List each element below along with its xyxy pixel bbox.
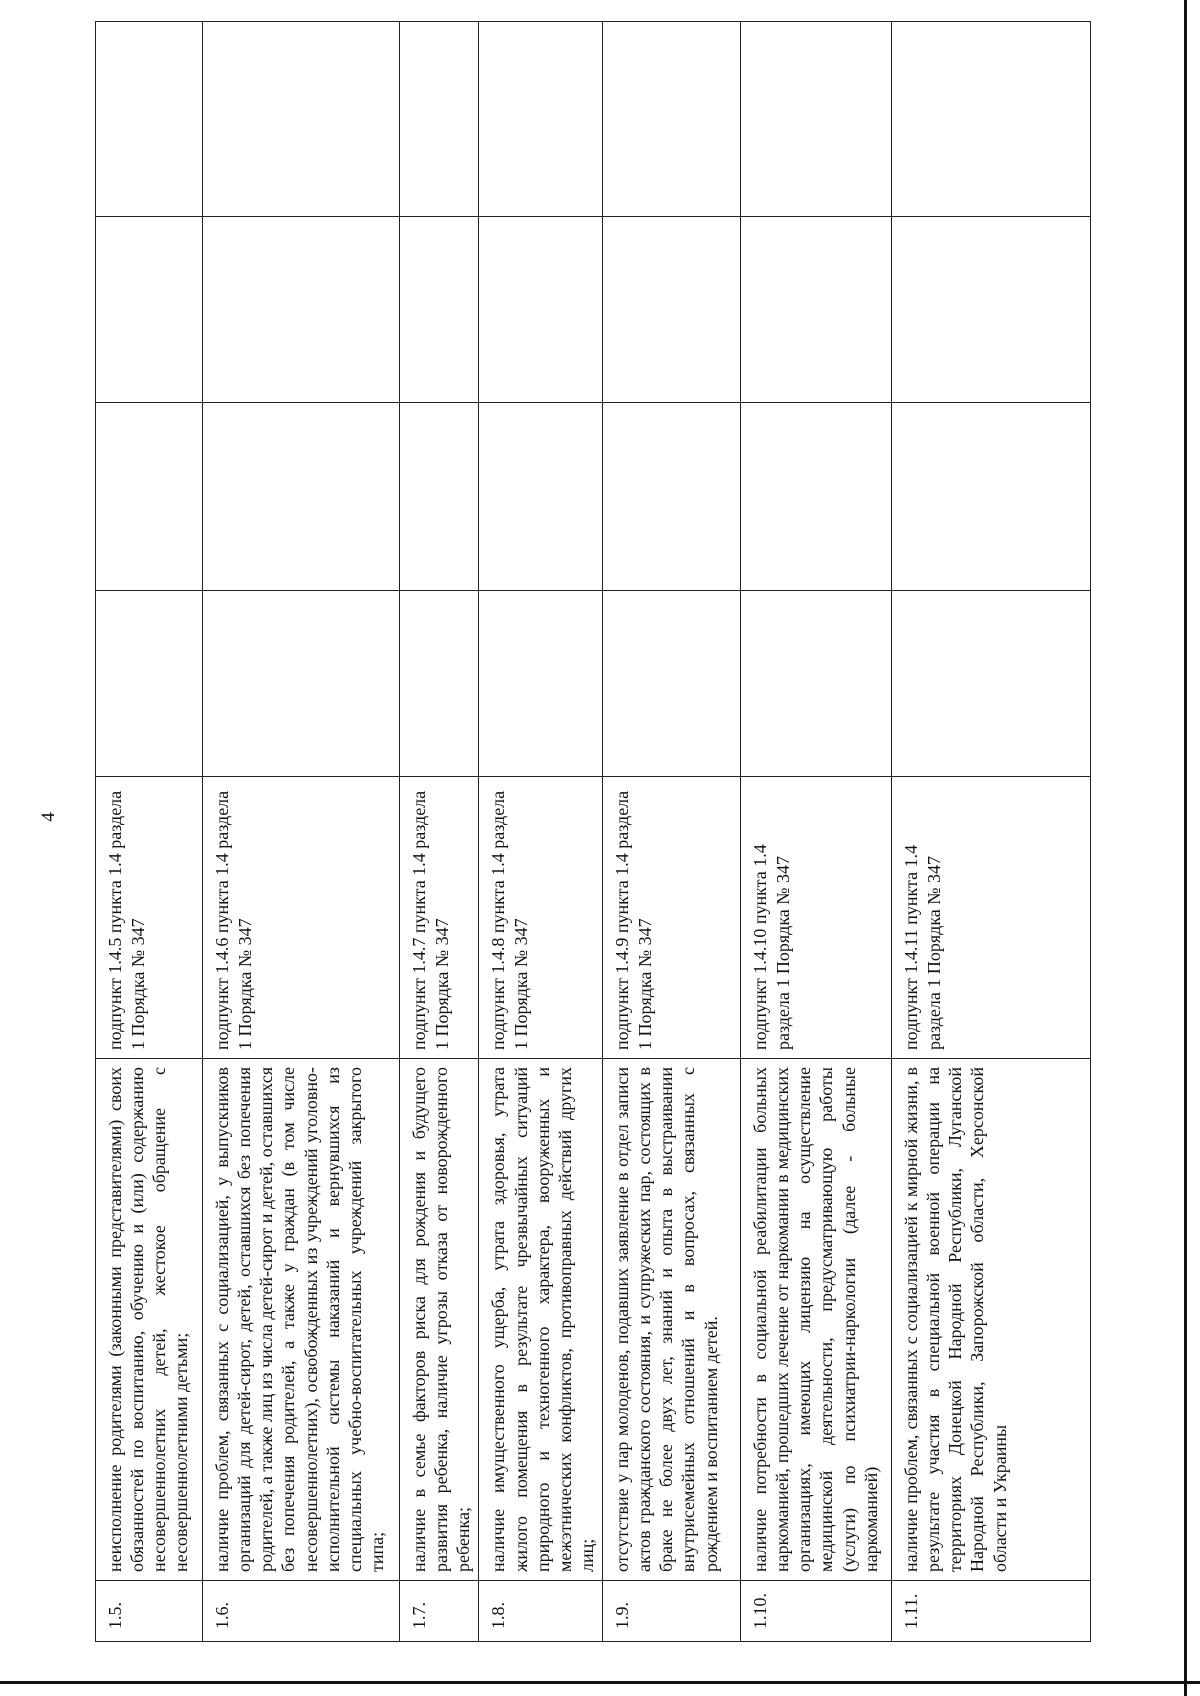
- services-table: [95, 21, 1091, 1642]
- table-row: [400, 22, 479, 1642]
- empty-cell: [603, 22, 741, 217]
- table-row: [203, 22, 400, 1642]
- empty-cell: [603, 591, 741, 777]
- row-number: 1.11.: [892, 1581, 1091, 1642]
- scan-edge-right: [1184, 0, 1187, 1696]
- empty-cell: [203, 217, 400, 403]
- table-row: [96, 22, 203, 1642]
- empty-cell: [892, 22, 1091, 217]
- page-number: 4: [38, 812, 59, 822]
- row-number: 1.8.: [479, 1581, 603, 1642]
- row-reference: подпункт 1.4.10 пункта 1.4 раздела 1 Порядка № 347: [741, 777, 892, 1059]
- empty-cell: [479, 22, 603, 217]
- row-number: 1.6.: [203, 1581, 400, 1642]
- row-description: неисполнение родителями (законными представителями) своих обязанностей по воспитанию, обучению и (или) содержанию несовершеннолетних детей, жестокое обращение с несовершеннолетними детьми;: [96, 1059, 203, 1581]
- row-number: 1.5.: [96, 1581, 203, 1642]
- row-description: наличие в семье факторов риска для рождения и будущего развития ребенка, наличие угрозы отказа от новорожденного ребенка;: [400, 1059, 479, 1581]
- row-reference: подпункт 1.4.9 пункта 1.4 раздела 1 Порядка № 347: [603, 777, 741, 1059]
- empty-cell: [203, 22, 400, 217]
- table-row: [603, 22, 741, 1642]
- empty-cell: [741, 403, 892, 591]
- empty-cell: [479, 217, 603, 403]
- row-description: наличие проблем, связанных с социализацией, у выпускников организаций для детей-сирот, детей, оставшихся без попечения родителей, а также лиц из числа детей-сирот и детей, оставшихся без попечения родителей, а также у граждан (в том числе несовершеннолетних), освобожденных из учреждений уголовно-исполнительной системы наказаний и вернувшихся из специальных учебно-воспитательных учреждений закрытого типа;: [203, 1059, 400, 1581]
- empty-cell: [400, 217, 479, 403]
- empty-cell: [96, 217, 203, 403]
- table-row: [892, 22, 1091, 1642]
- empty-cell: [96, 591, 203, 777]
- empty-cell: [479, 403, 603, 591]
- row-description: наличие имущественного ущерба, утрата здоровья, утрата жилого помещения в результате чрезвычайных ситуаций природного и техногенного характера, вооруженных и межэтнических конфликтов, противоправных действий других лиц;: [479, 1059, 603, 1581]
- empty-cell: [741, 22, 892, 217]
- table-row: [741, 22, 892, 1642]
- row-number: 1.7.: [400, 1581, 479, 1642]
- row-number: 1.9.: [603, 1581, 741, 1642]
- empty-cell: [400, 591, 479, 777]
- empty-cell: [203, 403, 400, 591]
- empty-cell: [603, 403, 741, 591]
- empty-cell: [203, 591, 400, 777]
- table-row: [479, 22, 603, 1642]
- empty-cell: [892, 403, 1091, 591]
- row-description: наличие потребности в социальной реабилитации больных наркоманией, прошедших лечение от наркомании в медицинских организациях, имеющих лицензию на осуществление медицинской деятельности, предусматривающую работы (услуги) по психиатрии-наркологии (далее - больные наркоманией): [741, 1059, 892, 1581]
- row-description: отсутствие у пар молоденов, подавших заявление в отдел записи актов гражданского состояния, и супружеских пар, состоящих в браке не более двух лет, знаний и опыта в выстраивании внутрисемейных отношений и в вопросах, связанных с рождением и воспитанием детей.: [603, 1059, 741, 1581]
- empty-cell: [741, 591, 892, 777]
- empty-cell: [96, 22, 203, 217]
- row-reference: подпункт 1.4.11 пункта 1.4 раздела 1 Порядка № 347: [892, 777, 1091, 1059]
- empty-cell: [892, 217, 1091, 403]
- empty-cell: [741, 217, 892, 403]
- row-description: наличие проблем, связанных с социализацией к мирной жизни, в результате участия в специальной военной операции на территориях Донецкой Народной Республики, Луганской Народной Республики, Запорожской области, Херсонской области и Украины: [892, 1059, 1091, 1581]
- empty-cell: [479, 591, 603, 777]
- rotated-table-container: [95, 22, 1077, 1642]
- empty-cell: [892, 591, 1091, 777]
- empty-cell: [603, 217, 741, 403]
- row-reference: подпункт 1.4.7 пункта 1.4 раздела 1 Порядка № 347: [400, 777, 479, 1059]
- row-reference: подпункт 1.4.6 пункта 1.4 раздела 1 Порядка № 347: [203, 777, 400, 1059]
- empty-cell: [400, 22, 479, 217]
- scan-edge-bottom: [0, 1681, 1200, 1684]
- empty-cell: [400, 403, 479, 591]
- row-number: 1.10.: [741, 1581, 892, 1642]
- row-reference: подпункт 1.4.5 пункта 1.4 раздела 1 Порядка № 347: [96, 777, 203, 1059]
- row-reference: подпункт 1.4.8 пункта 1.4 раздела 1 Порядка № 347: [479, 777, 603, 1059]
- empty-cell: [96, 403, 203, 591]
